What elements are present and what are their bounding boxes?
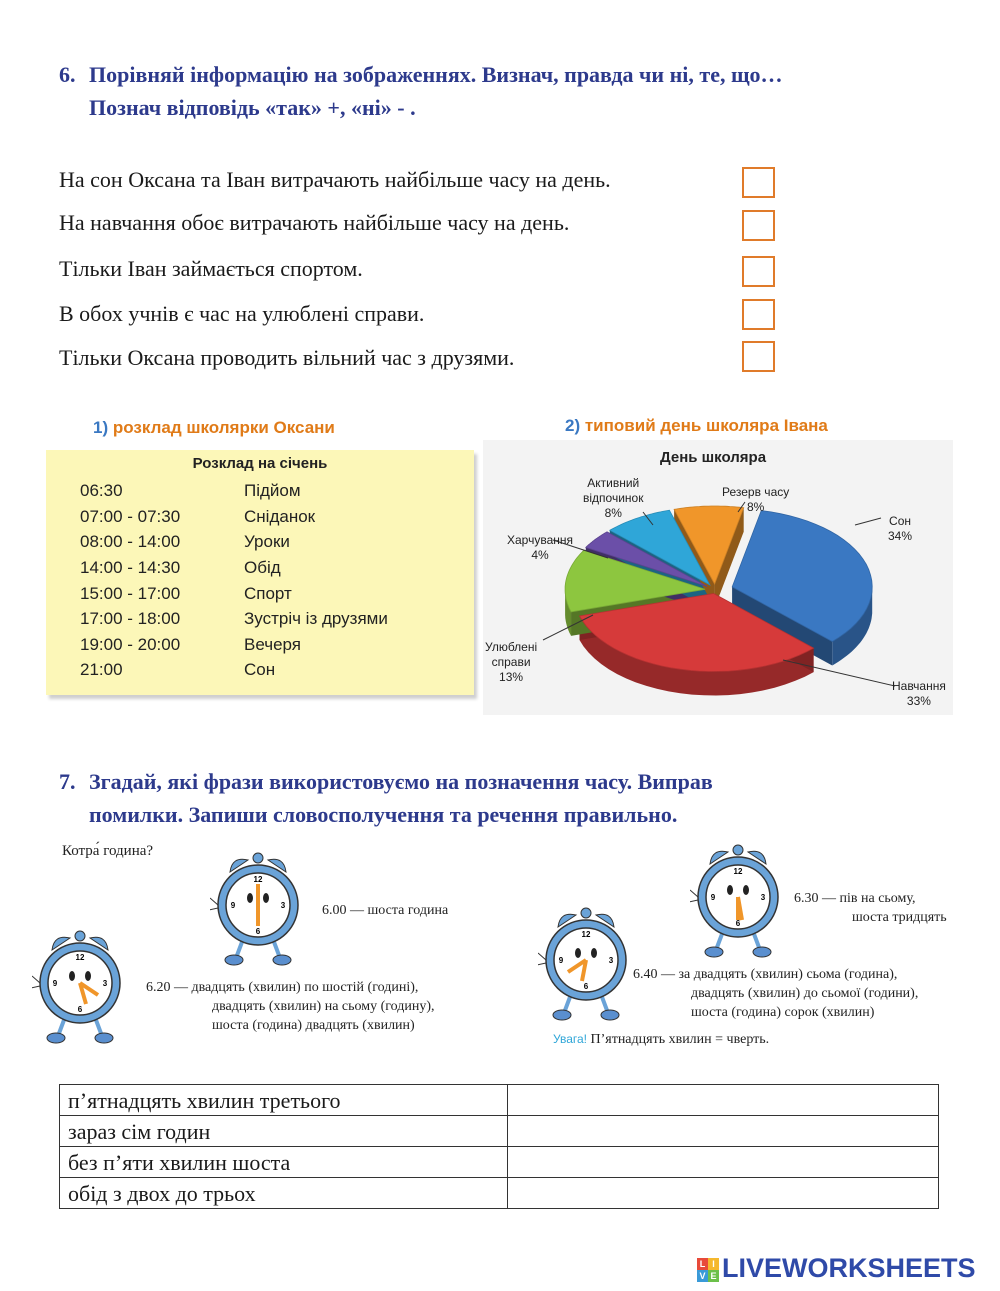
task7-heading [59,765,939,831]
schedule-time: 08:00 - 14:00 [80,532,181,551]
phrase-cell: зараз сім годин [60,1116,508,1147]
schedule-title: Розклад на січень [192,455,328,472]
clock-630-icon [690,842,795,960]
clock-640-icon [538,905,643,1023]
schedule-activity: Зустріч із друзями [244,609,388,628]
schedule-activity: Спорт [244,584,292,603]
phrase-cell: обід з двох до трьох [60,1178,508,1209]
attention-text: П’ятнадцять хвилин = чверть. [590,1032,770,1047]
schedule-card [46,450,474,695]
schedule-time: 21:00 [80,660,123,679]
task6-heading [59,58,939,124]
caption-630: 6.30 — пів на сьому, шоста тридцять [794,891,947,925]
task7-number: 7. [59,769,76,794]
statement-4: В обох учнів є час на улюблені справи. [59,301,425,326]
schedule-time: 15:00 - 17:00 [80,584,181,603]
task7-instruction-line2: помилки. Запиши словосполучення та речення правильно. [89,802,678,827]
answer-box-5[interactable] [742,341,775,372]
task6-number: 6. [59,62,76,87]
answer-cell[interactable] [508,1116,939,1147]
pie-leader-line [855,518,881,525]
figure1-heading-text: розклад школярки Оксани [112,418,335,437]
logo-letter: L [697,1258,708,1270]
answer-cell[interactable] [508,1085,939,1116]
time-question: Котра́ година? [62,843,154,859]
figure2-heading-number: 2) [565,416,581,435]
caption-600: 6.00 — шоста година [322,903,449,918]
logo-letter: I [708,1258,719,1270]
answer-box-1[interactable] [742,167,775,198]
figure2-heading-text: типовий день школяра Івана [584,416,828,435]
schedule-activity: Сніданок [244,507,316,526]
schedule-time: 14:00 - 14:30 [80,558,181,577]
pie-label-navchannya: Навчання 33% [892,679,946,708]
clock-600-icon [210,850,315,968]
clock-620-icon [32,928,137,1046]
statement-3: Тільки Іван займається спортом. [59,256,363,281]
pie-label-ulubleni: Улюблені справи 13% [485,640,538,684]
figure1-heading [93,418,335,438]
pie-label-rezerv: Резерв часу 8% [722,485,790,514]
liveworksheets-logo-icon [697,1258,719,1282]
answer-box-4[interactable] [742,299,775,330]
logo-letter: E [708,1270,719,1282]
attention-note [553,1030,769,1049]
table-row [60,1085,939,1116]
liveworksheets-brand: LIVEWORKSHEETS [722,1253,976,1283]
figure1-heading-number: 1) [93,418,109,437]
schedule-activity: Обід [244,558,281,577]
task6-instruction-line2: Познач відповідь «так» +, «ні» - . [89,95,416,120]
table-row [60,1147,939,1178]
table-row [60,1178,939,1209]
pie-label-harchuvannya: Харчування 4% [507,533,574,562]
pie-label-son: Сон 34% [888,514,913,543]
schedule-activity: Сон [244,660,276,679]
pie-label-aktyvnyi: Активний відпочинок 8% [583,476,644,520]
answer-table [59,1084,939,1209]
statement-2: На навчання обоє витрачають найбільше часу на день. [59,210,570,235]
schedule-time: 06:30 [80,481,123,500]
attention-label: Увага! [553,1032,587,1046]
task6-instruction-line1: Порівняй інформацію на зображеннях. Визнач, правда чи ні, те, що… [89,62,783,87]
schedule-time: 07:00 - 07:30 [80,507,181,526]
answer-box-2[interactable] [742,210,775,241]
table-row [60,1116,939,1147]
caption-620: 6.20 — двадцять (хвилин) по шостій (годині), двадцять (хвилин) на сьому (годину), шоста (година) двадцять (хвилин) [146,980,435,1033]
answer-cell[interactable] [508,1178,939,1209]
schedule-activity: Підйом [244,481,301,500]
schedule-time: 19:00 - 20:00 [80,635,181,654]
pie-chart-panel [483,440,953,715]
phrase-cell: без п’яти хвилин шоста [60,1147,508,1178]
task7-instruction-line1: Згадай, які фрази використовуємо на позначення часу. Виправ [89,769,713,794]
logo-letter: V [697,1270,708,1282]
schedule-activity: Вечеря [244,635,302,654]
statement-5: Тільки Оксана проводить вільний час з друзями. [59,345,515,370]
phrase-cell: п’ятнадцять хвилин третього [60,1085,508,1116]
caption-640: 6.40 — за двадцять (хвилин) сьома (година), двадцять (хвилин) до сьомої (години), шоста (година) сорок (хвилин) [633,967,919,1020]
answer-cell[interactable] [508,1147,939,1178]
pie-chart-title: День школяра [660,449,767,466]
figure2-heading [565,416,828,436]
answer-box-3[interactable] [742,256,775,287]
pie-chart [483,440,953,715]
statement-1: На сон Оксана та Іван витрачають найбільше часу на день. [59,167,611,192]
schedule-time: 17:00 - 18:00 [80,609,181,628]
schedule-activity: Уроки [244,532,290,551]
